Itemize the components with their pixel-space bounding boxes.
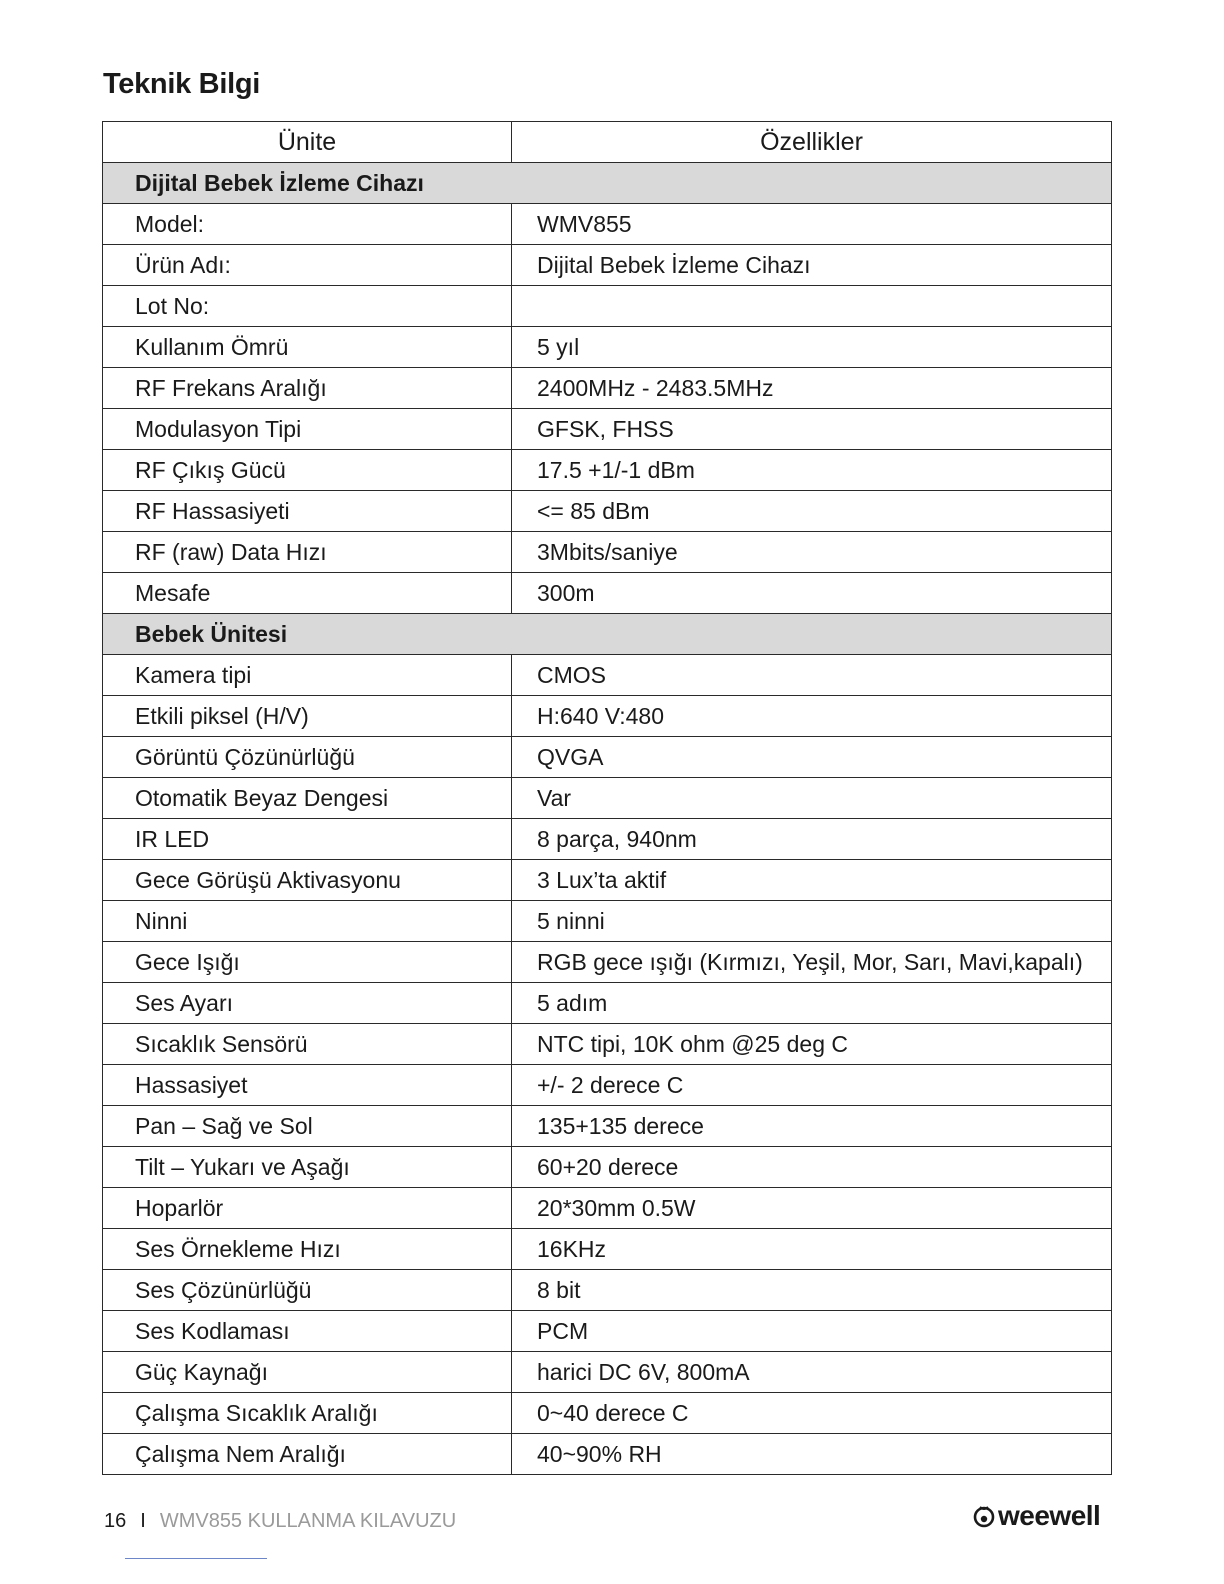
spec-value: GFSK, FHSS: [512, 409, 1112, 450]
spec-key: Tilt – Yukarı ve Aşağı: [103, 1147, 512, 1188]
table-row: [103, 655, 1112, 696]
column-header-unit: Ünite: [103, 122, 512, 163]
brand-logo: [972, 1500, 1100, 1532]
table-row: [103, 1311, 1112, 1352]
spec-table-body: [103, 163, 1112, 1475]
table-row: [103, 327, 1112, 368]
spec-value: 2400MHz - 2483.5MHz: [512, 368, 1112, 409]
table-row: [103, 1229, 1112, 1270]
table-row: [103, 1106, 1112, 1147]
spec-value: 5 adım: [512, 983, 1112, 1024]
spec-value: harici DC 6V, 800mA: [512, 1352, 1112, 1393]
spec-value: 8 bit: [512, 1270, 1112, 1311]
spec-key: RF Frekans Aralığı: [103, 368, 512, 409]
table-row: [103, 901, 1112, 942]
spec-key: Lot No:: [103, 286, 512, 327]
spec-key: Kamera tipi: [103, 655, 512, 696]
spec-value: QVGA: [512, 737, 1112, 778]
spec-value: 60+20 derece: [512, 1147, 1112, 1188]
table-row: [103, 860, 1112, 901]
spec-value: Var: [512, 778, 1112, 819]
section-header-row: [103, 163, 1112, 204]
footer-rule: [125, 1558, 267, 1559]
spec-value: 3 Lux’ta aktif: [512, 860, 1112, 901]
spec-value: 8 parça, 940nm: [512, 819, 1112, 860]
section-heading: Dijital Bebek İzleme Cihazı: [103, 163, 1112, 204]
spec-key: Ses Örnekleme Hızı: [103, 1229, 512, 1270]
page-number: 16: [104, 1510, 127, 1532]
spec-value: <= 85 dBm: [512, 491, 1112, 532]
spec-value: H:640 V:480: [512, 696, 1112, 737]
table-row: [103, 1147, 1112, 1188]
table-row: [103, 1188, 1112, 1229]
spec-key: Çalışma Nem Aralığı: [103, 1434, 512, 1475]
column-header-features: Özellikler: [512, 122, 1112, 163]
table-row: [103, 1352, 1112, 1393]
spec-key: Mesafe: [103, 573, 512, 614]
table-header-row: [103, 122, 1112, 163]
spec-value: 5 ninni: [512, 901, 1112, 942]
brand-name: weewell: [998, 1500, 1101, 1531]
spec-value: 135+135 derece: [512, 1106, 1112, 1147]
weewell-logo-icon: [972, 1504, 996, 1528]
spec-table: [102, 121, 1112, 1475]
spec-key: Hoparlör: [103, 1188, 512, 1229]
spec-value: 300m: [512, 573, 1112, 614]
spec-value: WMV855: [512, 204, 1112, 245]
spec-value: 17.5 +1/-1 dBm: [512, 450, 1112, 491]
spec-value: 0~40 derece C: [512, 1393, 1112, 1434]
table-row: [103, 1434, 1112, 1475]
page-title: Teknik Bilgi: [103, 68, 261, 100]
spec-value: 5 yıl: [512, 327, 1112, 368]
table-row: [103, 1270, 1112, 1311]
footer-separator: I: [140, 1510, 146, 1532]
spec-key: Otomatik Beyaz Dengesi: [103, 778, 512, 819]
spec-key: Etkili piksel (H/V): [103, 696, 512, 737]
table-row: [103, 450, 1112, 491]
table-row: [103, 286, 1112, 327]
spec-key: Ses Ayarı: [103, 983, 512, 1024]
spec-value: PCM: [512, 1311, 1112, 1352]
spec-value: RGB gece ışığı (Kırmızı, Yeşil, Mor, Sarı, Mavi,kapalı): [512, 942, 1112, 983]
table-row: [103, 245, 1112, 286]
spec-key: Hassasiyet: [103, 1065, 512, 1106]
spec-key: Ses Çözünürlüğü: [103, 1270, 512, 1311]
spec-value: CMOS: [512, 655, 1112, 696]
document-name: WMV855 KULLANMA KILAVUZU: [159, 1510, 457, 1532]
spec-value: 40~90% RH: [512, 1434, 1112, 1475]
spec-key: Ninni: [103, 901, 512, 942]
table-row: [103, 778, 1112, 819]
table-row: [103, 983, 1112, 1024]
spec-key: RF (raw) Data Hızı: [103, 532, 512, 573]
section-header-row: [103, 614, 1112, 655]
spec-key: Görüntü Çözünürlüğü: [103, 737, 512, 778]
spec-key: RF Hassasiyeti: [103, 491, 512, 532]
table-row: [103, 942, 1112, 983]
spec-value: NTC tipi, 10K ohm @25 deg C: [512, 1024, 1112, 1065]
table-row: [103, 737, 1112, 778]
table-row: [103, 532, 1112, 573]
table-row: [103, 204, 1112, 245]
spec-value: Dijital Bebek İzleme Cihazı: [512, 245, 1112, 286]
spec-key: Gece Görüşü Aktivasyonu: [103, 860, 512, 901]
table-row: [103, 1393, 1112, 1434]
table-row: [103, 491, 1112, 532]
spec-key: Çalışma Sıcaklık Aralığı: [103, 1393, 512, 1434]
spec-key: Ürün Adı:: [103, 245, 512, 286]
page-footer: [104, 1510, 456, 1533]
spec-key: Ses Kodlaması: [103, 1311, 512, 1352]
spec-key: Sıcaklık Sensörü: [103, 1024, 512, 1065]
table-row: [103, 368, 1112, 409]
table-row: [103, 409, 1112, 450]
spec-key: Gece Işığı: [103, 942, 512, 983]
table-row: [103, 573, 1112, 614]
spec-key: Model:: [103, 204, 512, 245]
spec-value: 20*30mm 0.5W: [512, 1188, 1112, 1229]
table-row: [103, 696, 1112, 737]
table-row: [103, 1065, 1112, 1106]
spec-key: Kullanım Ömrü: [103, 327, 512, 368]
table-row: [103, 819, 1112, 860]
spec-key: IR LED: [103, 819, 512, 860]
spec-value: [512, 286, 1112, 327]
spec-key: RF Çıkış Gücü: [103, 450, 512, 491]
spec-value: 16KHz: [512, 1229, 1112, 1270]
spec-key: Güç Kaynağı: [103, 1352, 512, 1393]
spec-key: Pan – Sağ ve Sol: [103, 1106, 512, 1147]
spec-value: +/- 2 derece C: [512, 1065, 1112, 1106]
spec-key: Modulasyon Tipi: [103, 409, 512, 450]
table-row: [103, 1024, 1112, 1065]
spec-value: 3Mbits/saniye: [512, 532, 1112, 573]
section-heading: Bebek Ünitesi: [103, 614, 1112, 655]
